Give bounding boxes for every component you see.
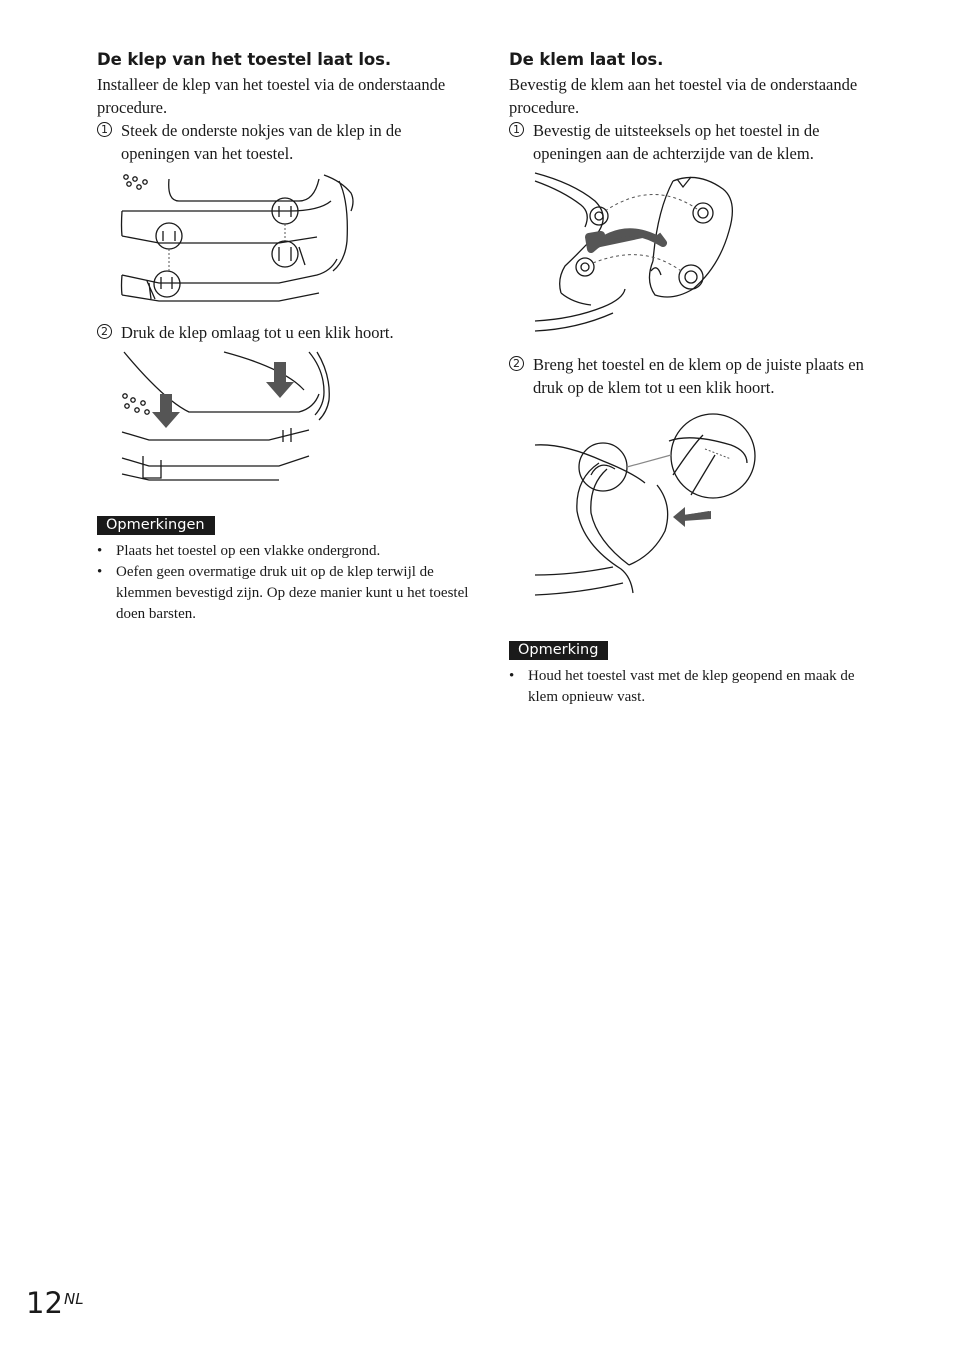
clamp-attach-illustration: [533, 171, 773, 341]
note-item: • Oefen geen overmatige druk uit op de klep terwijl de klemmen bevestigd zijn. Op deze manier kunt u het toestel doen barsten.: [97, 562, 469, 625]
notes-label: Opmerkingen: [97, 516, 215, 535]
cover-step-2: [97, 321, 469, 344]
cover-insert-illustration: [119, 171, 369, 311]
step-number-2: 2: [97, 324, 112, 339]
clamp-step-1: [509, 119, 881, 165]
cover-notes-list: [97, 541, 469, 625]
note-label: Opmerking: [509, 641, 608, 660]
note-item: • Plaats het toestel op een vlakke ondergrond.: [97, 541, 469, 562]
clamp-notes-section: [509, 641, 881, 708]
clamp-step-1-text: Bevestig de uitsteeksels op het toestel in de openingen aan de achterzijde van de klem.: [533, 121, 820, 163]
page-number: 12: [26, 1286, 63, 1320]
clamp-step-2-text: Breng het toestel en de klem op de juiste plaats en druk op de klem tot u een klik hoort.: [533, 355, 864, 397]
cover-notes-section: [97, 516, 469, 625]
clamp-press-illustration: [533, 405, 783, 615]
left-column: [97, 50, 469, 625]
clamp-intro: Bevestig de klem aan het toestel via de onderstaande procedure.: [509, 75, 858, 117]
cover-step-2-text: Druk de klep omlaag tot u een klik hoort.: [121, 323, 394, 342]
cover-step-1-text: Steek de onderste nokjes van de klep in de openingen van het toestel.: [121, 121, 402, 163]
clamp-notes-list: [509, 666, 881, 708]
step-number-2: 2: [509, 356, 524, 371]
clamp-step-2: [509, 353, 881, 399]
note-item: • Houd het toestel vast met de klep geopend en maak de klem opnieuw vast.: [509, 666, 881, 708]
step-number-1: 1: [97, 122, 112, 137]
page-language: NL: [64, 1290, 84, 1308]
cover-press-illustration: [119, 350, 369, 490]
right-column: [509, 50, 881, 708]
step-number-1: 1: [509, 122, 524, 137]
cover-section-heading: De klep van het toestel laat los.: [97, 50, 392, 69]
clamp-section-heading: De klem laat los.: [509, 50, 664, 69]
cover-intro: Installeer de klep van het toestel via de onderstaande procedure.: [97, 75, 446, 117]
cover-step-1: [97, 119, 469, 165]
